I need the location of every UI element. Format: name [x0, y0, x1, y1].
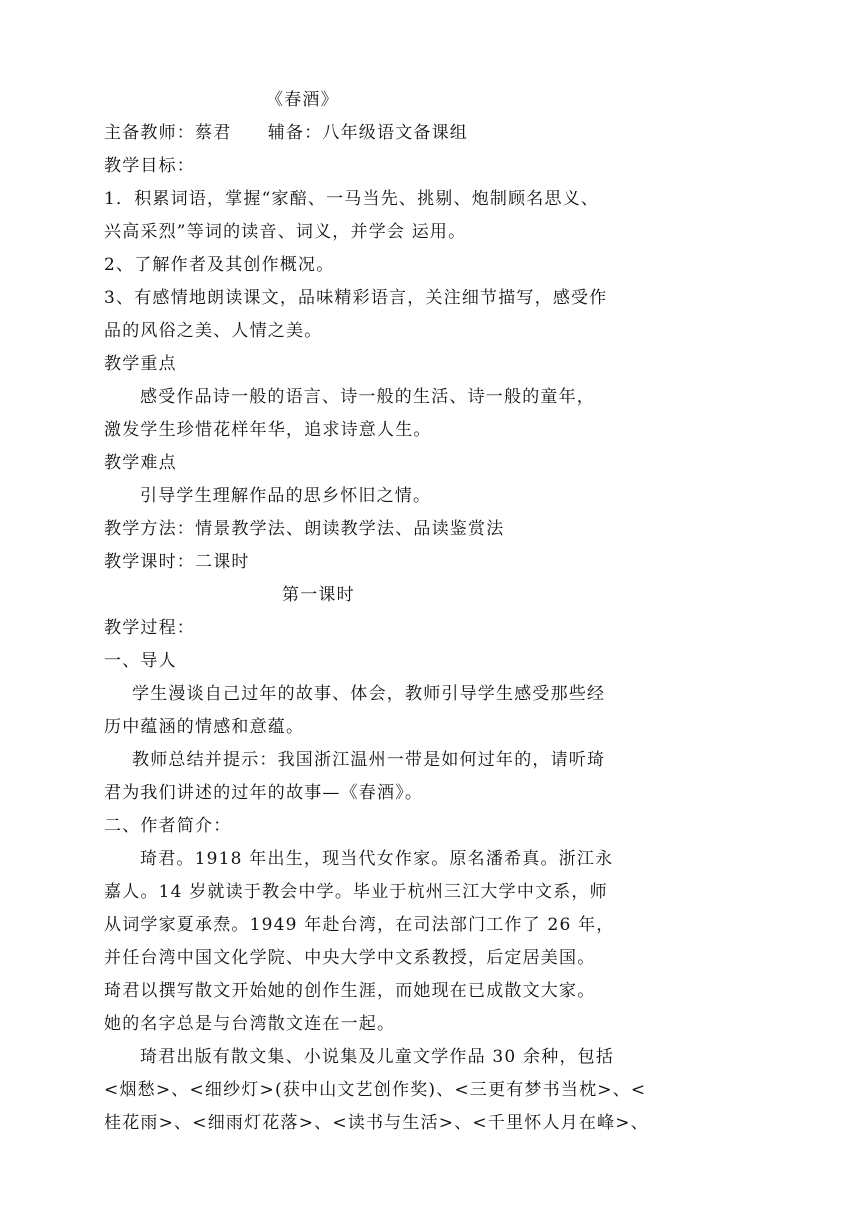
- focus-heading: 教学重点: [104, 354, 177, 374]
- intro-p2-line-a: 教师总结并提示：我国浙江温州一带是如何过年的，请听琦: [132, 750, 606, 770]
- author-p1-line-a: 琦君。1918 年出生，现当代女作家。原名潘希真。浙江永: [140, 849, 614, 869]
- author-p1-line-c: 从词学家夏承焘。1949 年赴台湾，在司法部门工作了 26 年，: [104, 915, 615, 935]
- author-p1-line-f: 她的名字总是与台湾散文连在一起。: [104, 1014, 396, 1034]
- difficulty-line: 引导学生理解作品的思乡怀旧之情。: [140, 486, 432, 506]
- goal-3-line-b: 品的风俗之美、人情之美。: [104, 321, 323, 341]
- difficulty-heading: 教学难点: [104, 453, 177, 473]
- method-line: 教学方法：情景教学法、朗读教学法、品读鉴赏法: [104, 519, 505, 539]
- goal-2: 2、了解作者及其创作概况。: [104, 255, 335, 275]
- focus-line-b: 激发学生珍惜花样年华，追求诗意人生。: [104, 420, 432, 440]
- intro-p2-line-b: 君为我们讲述的过年的故事—《春酒》。: [104, 783, 424, 803]
- lesson-one-heading: 第一课时: [282, 585, 355, 605]
- document-title: 《春酒》: [266, 90, 339, 110]
- author-p2-line-c: 桂花雨>、<细雨灯花落>、<读书与生活>、<千里怀人月在峰>、: [104, 1113, 649, 1133]
- goal-3-line-a: 3、有感情地朗读课文，品味精彩语言，关注细节描写，感受作: [104, 288, 608, 308]
- goals-heading: 教学目标：: [104, 156, 195, 176]
- process-heading: 教学过程：: [104, 618, 195, 638]
- author-p1-line-b: 嘉人。14 岁就读于教会中学。毕业于杭州三江大学中文系，师: [104, 882, 608, 902]
- author-p1-line-e: 琦君以撰写散文开始她的创作生涯，而她现在已成散文大家。: [104, 981, 596, 1001]
- author-p1-line-d: 并任台湾中国文化学院、中央大学中文系教授，后定居美国。: [104, 948, 596, 968]
- intro-p1-line-b: 历中蕴涵的情感和意蕴。: [104, 717, 305, 737]
- goal-1-line-b: 兴高采烈”等词的读音、词义，并学会 运用。: [104, 222, 467, 242]
- teachers-line: 主备教师：蔡君 辅备：八年级语文备课组: [104, 123, 468, 143]
- author-p2-line-b: <烟愁>、<细纱灯>(获中山文艺创作奖)、<三更有梦书当枕>、<: [104, 1080, 647, 1100]
- author-heading: 二、作者简介：: [104, 816, 232, 836]
- intro-p1-line-a: 学生漫谈自己过年的故事、体会，教师引导学生感受那些经: [132, 684, 606, 704]
- goal-1-line-a: 1．积累词语，掌握“家醅、一马当先、挑剔、炮制顾名思义、: [104, 189, 600, 209]
- intro-heading: 一、导人: [104, 651, 177, 671]
- focus-line-a: 感受作品诗一般的语言、诗一般的生活、诗一般的童年，: [140, 387, 595, 407]
- hours-line: 教学课时：二课时: [104, 552, 250, 572]
- author-p2-line-a: 琦君出版有散文集、小说集及儿童文学作品 30 余种，包括: [140, 1047, 615, 1067]
